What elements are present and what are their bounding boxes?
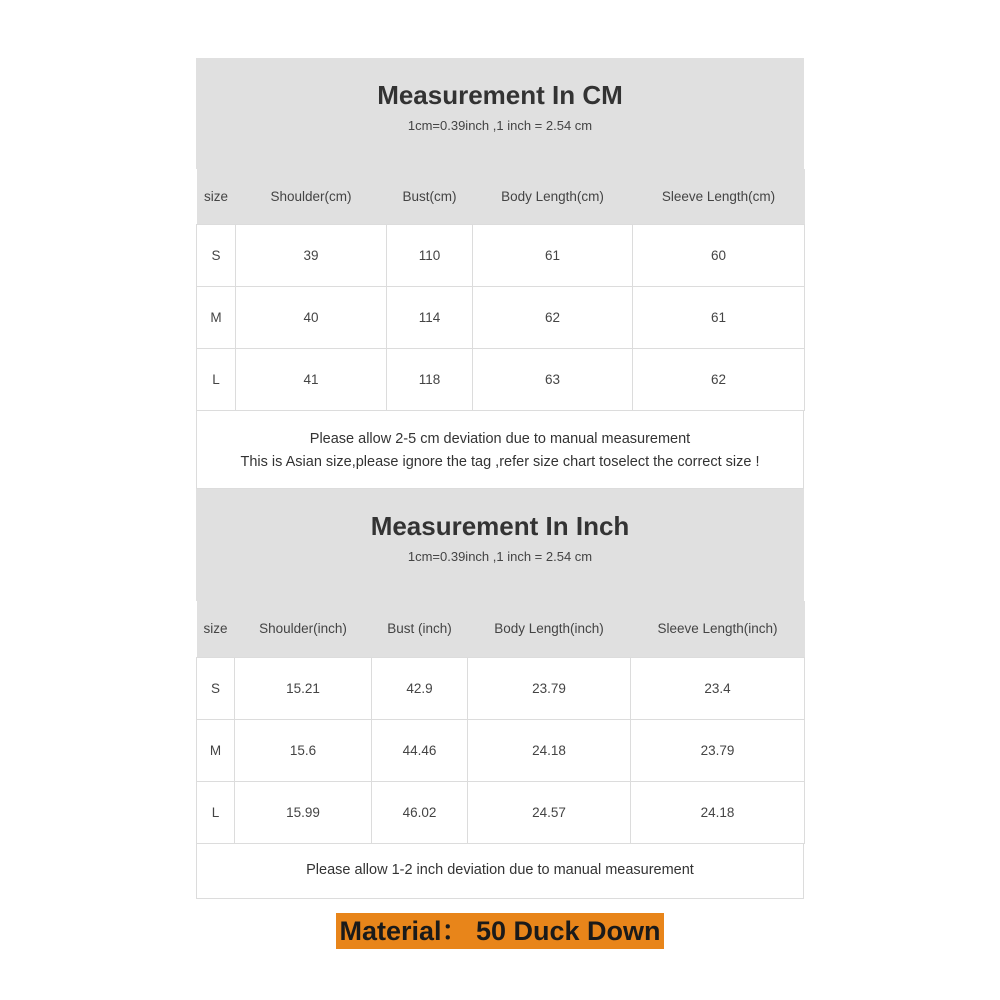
cm-title: Measurement In CM (377, 80, 623, 110)
col-header-sleeve-length: Sleeve Length(inch) (631, 601, 805, 658)
col-header-shoulder: Shoulder(cm) (236, 169, 387, 224)
inch-section-header (196, 489, 804, 601)
cell-bust: 114 (387, 286, 473, 348)
cell-sleeve-length: 23.4 (631, 658, 805, 720)
cell-size: S (197, 658, 235, 720)
size-chart (196, 58, 804, 899)
asian-size-note: This is Asian size,please ignore the tag ,refer size chart toselect the correct size ! (240, 453, 760, 470)
cell-shoulder: 41 (236, 348, 387, 410)
cell-size: M (197, 720, 235, 782)
col-header-body-length: Body Length(cm) (473, 169, 633, 224)
col-header-bust: Bust(cm) (387, 169, 473, 224)
table-row (197, 720, 805, 782)
col-header-size: size (197, 601, 235, 658)
cell-shoulder: 40 (236, 286, 387, 348)
cell-size: L (197, 348, 236, 410)
cell-sleeve-length: 24.18 (631, 782, 805, 844)
cm-deviation-note: Please allow 2-5 cm deviation due to manual measurement (309, 430, 691, 447)
cell-body-length: 24.18 (468, 720, 631, 782)
cm-header-row (197, 169, 805, 224)
col-header-shoulder: Shoulder(inch) (235, 601, 372, 658)
cell-body-length: 63 (473, 348, 633, 410)
table-row (197, 348, 805, 410)
cell-bust: 42.9 (372, 658, 468, 720)
cell-shoulder: 15.99 (235, 782, 372, 844)
col-header-bust: Bust (inch) (372, 601, 468, 658)
cell-bust: 118 (387, 348, 473, 410)
cell-bust: 44.46 (372, 720, 468, 782)
cell-shoulder: 39 (236, 224, 387, 286)
cm-section-header (196, 58, 804, 169)
cell-shoulder: 15.21 (235, 658, 372, 720)
cell-sleeve-length: 61 (633, 286, 805, 348)
cell-sleeve-length: 23.79 (631, 720, 805, 782)
cell-bust: 46.02 (372, 782, 468, 844)
inch-notes (196, 844, 804, 899)
cell-body-length: 61 (473, 224, 633, 286)
cell-body-length: 62 (473, 286, 633, 348)
col-header-body-length: Body Length(inch) (468, 601, 631, 658)
cm-notes (196, 411, 804, 489)
cm-table (196, 169, 805, 411)
table-row (197, 782, 805, 844)
cell-bust: 110 (387, 224, 473, 286)
cell-body-length: 23.79 (468, 658, 631, 720)
inch-deviation-note: Please allow 1-2 inch deviation due to manual measurement (306, 862, 694, 878)
cell-size: M (197, 286, 236, 348)
cell-shoulder: 15.6 (235, 720, 372, 782)
cell-size: S (197, 224, 236, 286)
inch-table (196, 601, 805, 845)
col-header-size: size (197, 169, 236, 224)
table-row (197, 286, 805, 348)
inch-header-row (197, 601, 805, 658)
table-row (197, 658, 805, 720)
cm-subtitle: 1cm=0.39inch ,1 inch = 2.54 cm (407, 118, 593, 133)
inch-title: Measurement In Inch (370, 510, 630, 541)
cell-body-length: 24.57 (468, 782, 631, 844)
inch-subtitle: 1cm=0.39inch ,1 inch = 2.54 cm (407, 548, 593, 564)
cell-sleeve-length: 62 (633, 348, 805, 410)
col-header-sleeve-length: Sleeve Length(cm) (633, 169, 805, 224)
material-label: Material： 50 Duck Down (336, 913, 663, 949)
table-row (197, 224, 805, 286)
material-banner (0, 913, 1000, 949)
cell-sleeve-length: 60 (633, 224, 805, 286)
cell-size: L (197, 782, 235, 844)
